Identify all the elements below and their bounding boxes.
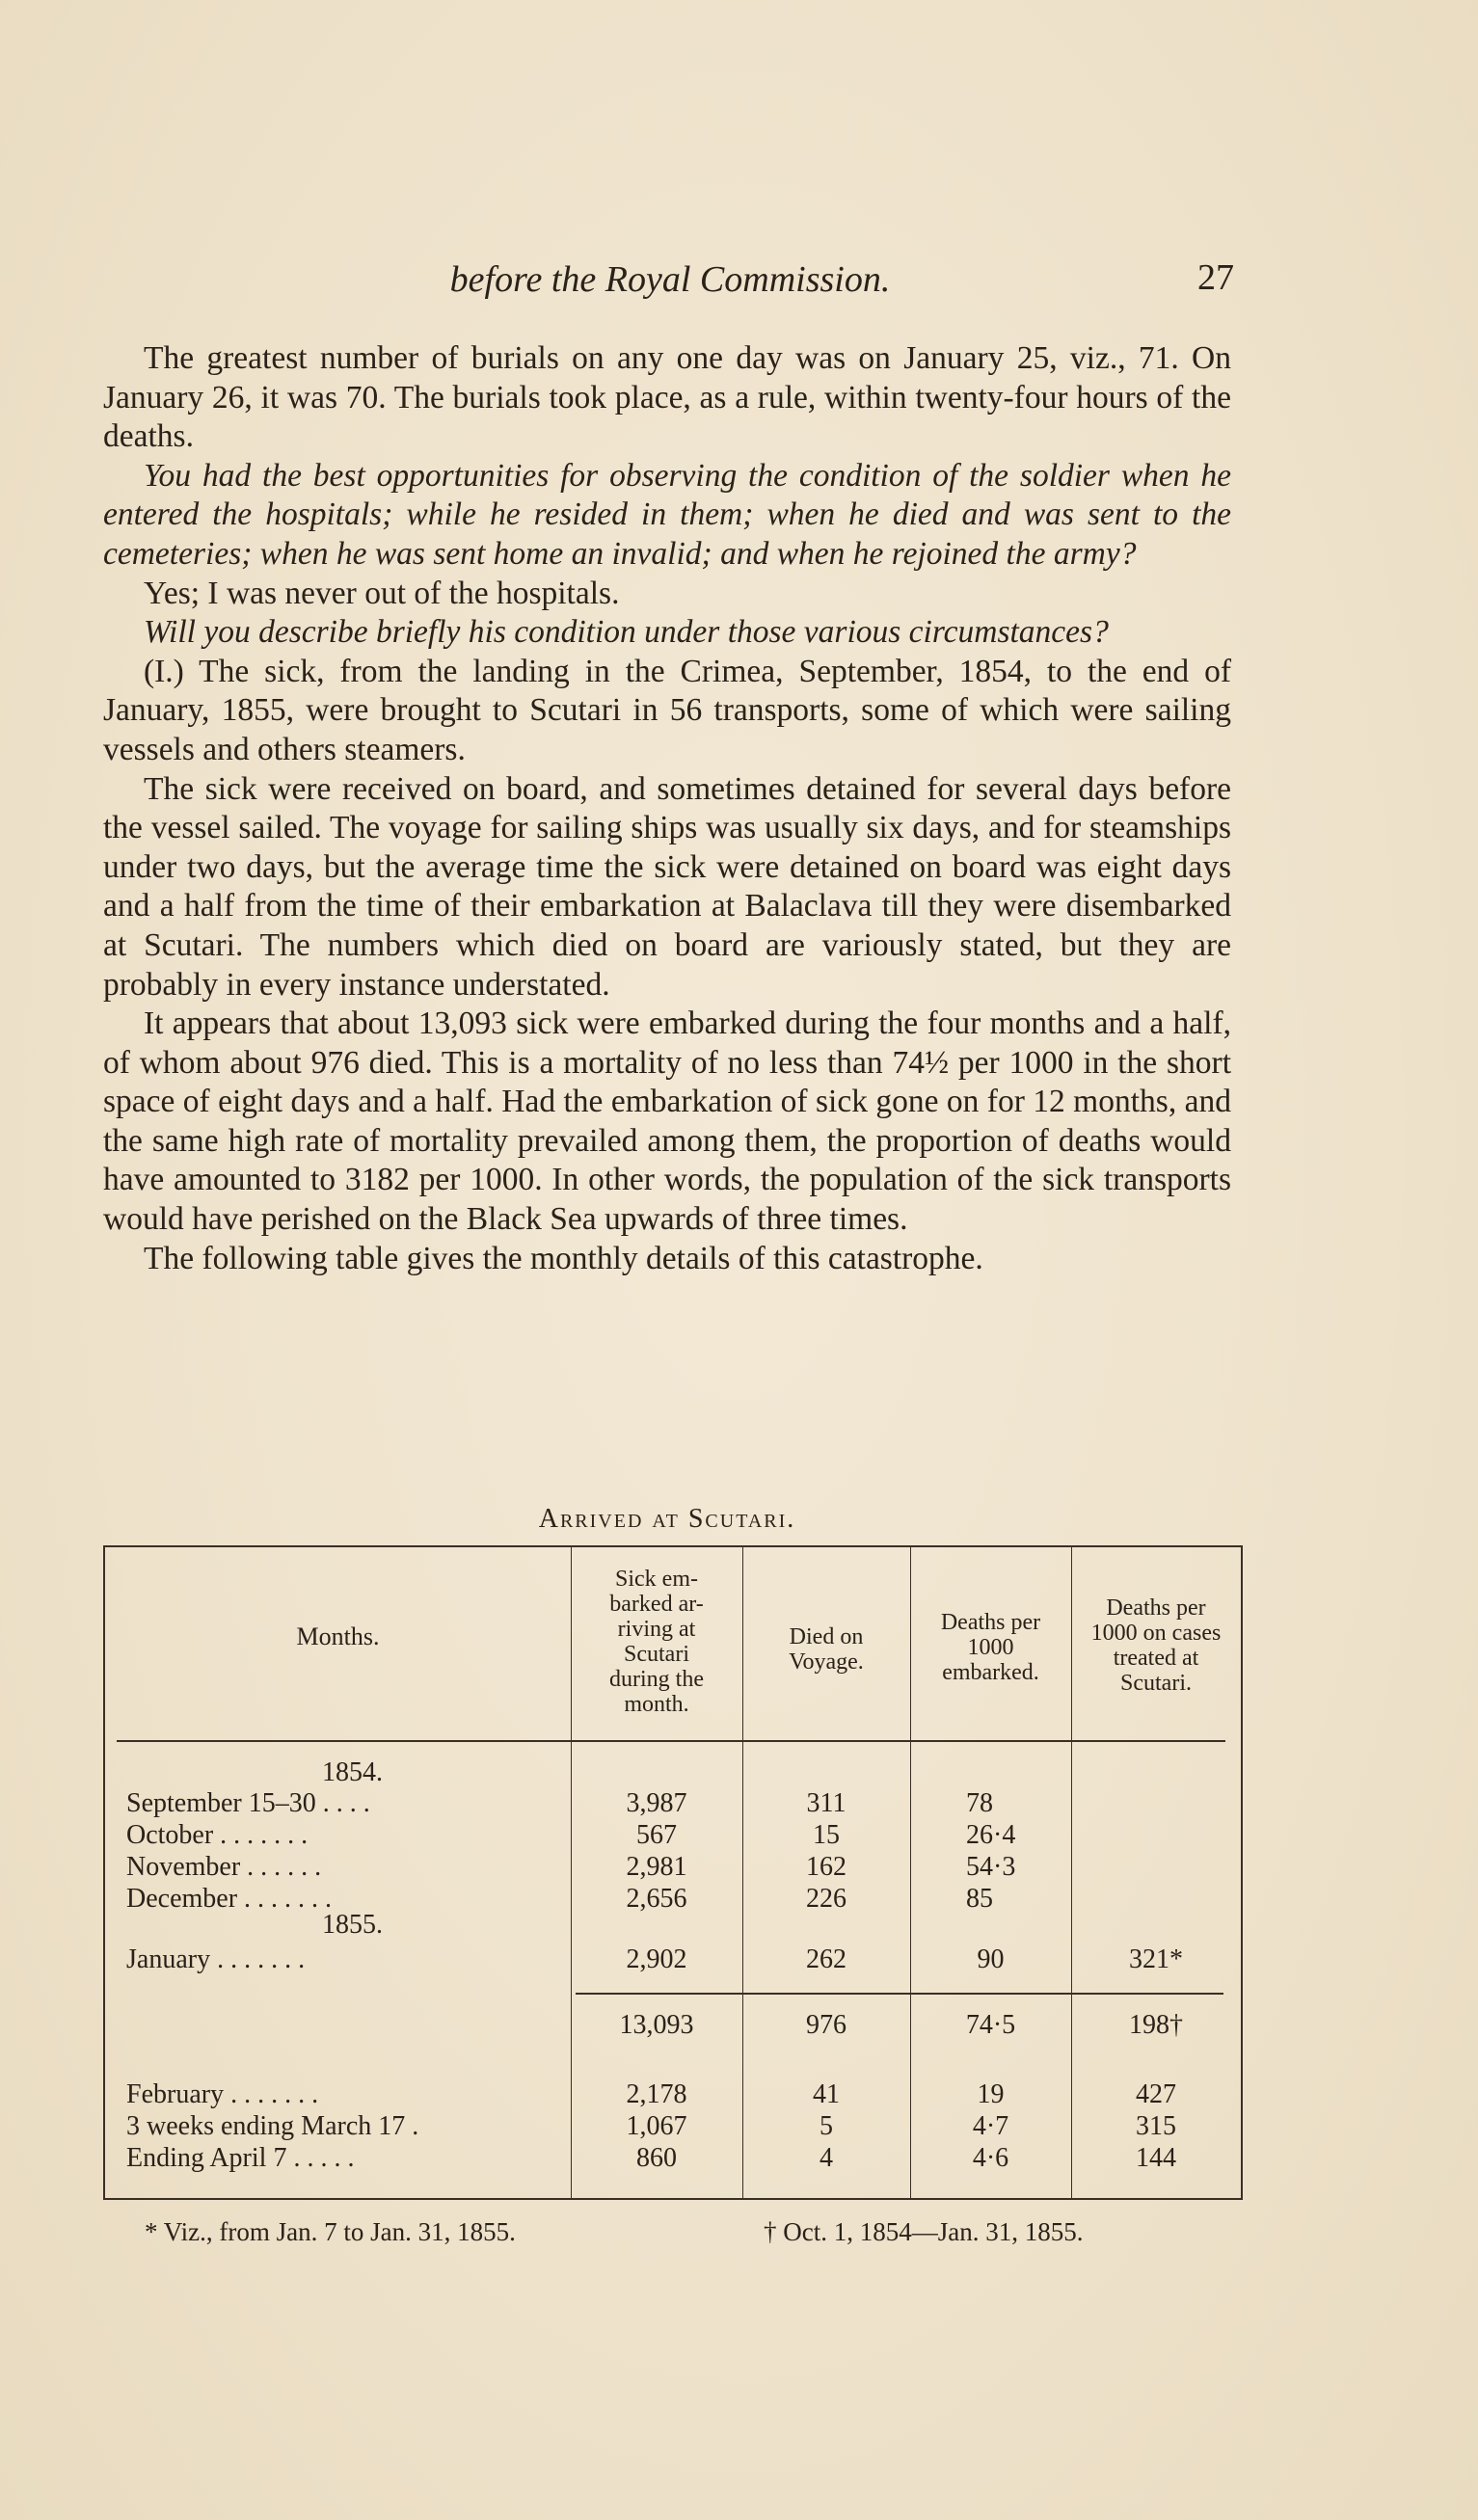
died-cell: 4 xyxy=(820,2143,833,2173)
statistics-table xyxy=(103,1545,1243,2200)
month-cell: February . . . . . . . xyxy=(126,2079,319,2109)
page-number: 27 xyxy=(1197,257,1234,298)
per-embarked-cell: 19 xyxy=(977,2079,1005,2109)
table-caption: Arrived at Scutari. xyxy=(538,1504,796,1534)
total-died-cell: 976 xyxy=(806,2010,846,2040)
header-sick-embarked: Sick em- barked ar- riving at Scutari during the month. xyxy=(609,1567,704,1717)
paragraph: The following table gives the monthly details of this catastrophe. xyxy=(144,1240,983,1276)
body-text xyxy=(103,339,1231,1278)
died-cell: 5 xyxy=(820,2111,833,2141)
died-cell: 41 xyxy=(813,2079,840,2109)
sick-cell: 860 xyxy=(636,2143,677,2173)
per-treated-cell: 144 xyxy=(1136,2143,1176,2173)
footnote-dagger: † Oct. 1, 1854—Jan. 31, 1855. xyxy=(764,2217,1084,2246)
died-cell: 162 xyxy=(806,1852,846,1882)
footnote-asterisk: * Viz., from Jan. 7 to Jan. 31, 1855. xyxy=(145,2217,516,2246)
sick-cell: 2,981 xyxy=(626,1852,687,1882)
per-embarked-cell: 4·6 xyxy=(972,2143,1009,2173)
paragraph: The greatest number of burials on any one day was on January 25, viz., 71. On January 26, it was 70. The burials took place, as a rule, within twenty-four hours of the deaths. xyxy=(103,340,1231,455)
paragraph: (I.) The sick, from the landing in the Crimea, September, 1854, to the end of January, 1855, were brought to Scutari in 56 transports, some of which were sailing vessels and others steamers. xyxy=(103,653,1231,767)
month-cell: January . . . . . . . xyxy=(126,1944,306,1974)
paragraph: It appears that about 13,093 sick were embarked during the four months and a half, of whom about 976 died. This is a mortality of no less than 74½ per 1000 in the short space of eight days and a half. Had the embarkation of sick gone on for 12 months, and the same high rate of mortality prevailed among them, the proportion of deaths would have amounted to 3182 per 1000. In other words, the population of the sick transports would have perished on the Black Sea upwards of three times. xyxy=(103,1005,1231,1238)
month-cell: December . . . . . . . xyxy=(126,1884,333,1914)
sick-cell: 2,656 xyxy=(626,1884,687,1914)
year-label-1854: 1854. xyxy=(322,1757,383,1787)
header-deaths-per-1000-embarked: Deaths per 1000 embarked. xyxy=(940,1610,1041,1685)
per-embarked-cell: 90 xyxy=(977,1944,1005,1974)
sick-cell: 567 xyxy=(636,1820,677,1850)
per-embarked-cell: 4·7 xyxy=(972,2111,1009,2141)
total-sick-cell: 13,093 xyxy=(619,2010,694,2040)
per-embarked-cell: 85 xyxy=(966,1884,993,1914)
paragraph: The sick were received on board, and sometimes detained for several days before the vessel sailed. The voyage for sailing ships was usually six days, and for steamships under two days, but the average time the sick were detained on board was eight days and a half from the time of their embarkation at Balaclava till they were disembarked at Scutari. The numbers which died on board are variously stated, but they are probably in every instance understated. xyxy=(103,770,1231,1003)
month-cell: 3 weeks ending March 17 . xyxy=(126,2111,419,2141)
running-title: before the Royal Commission. xyxy=(449,259,891,300)
per-treated-cell: 321* xyxy=(1129,1944,1183,1974)
sick-cell: 1,067 xyxy=(626,2111,687,2141)
per-embarked-cell: 26·4 xyxy=(966,1820,1016,1850)
total-per-embarked-cell: 74·5 xyxy=(965,2010,1016,2040)
died-cell: 226 xyxy=(806,1884,846,1914)
died-cell: 311 xyxy=(806,1788,846,1818)
total-rule xyxy=(576,1993,1223,1995)
per-treated-cell: 427 xyxy=(1136,2079,1176,2109)
died-cell: 262 xyxy=(806,1944,846,1974)
month-cell: November . . . . . . xyxy=(126,1852,322,1882)
month-cell: October . . . . . . . xyxy=(126,1820,309,1850)
year-label-1855: 1855. xyxy=(322,1910,383,1940)
sick-cell: 2,902 xyxy=(626,1944,687,1974)
month-cell: September 15–30 . . . . xyxy=(126,1788,370,1818)
question-paragraph: Will you describe briefly his condition under those various circumstances? xyxy=(144,614,1109,651)
header-died-on-voyage: Died on Voyage. xyxy=(789,1624,864,1675)
answer-paragraph: Yes; I was never out of the hospitals. xyxy=(144,575,620,611)
per-embarked-cell: 54·3 xyxy=(966,1852,1016,1882)
running-head xyxy=(106,253,1234,301)
sick-cell: 3,987 xyxy=(626,1788,687,1818)
header-deaths-per-1000-treated: Deaths per 1000 on cases treated at Scutari. xyxy=(1090,1595,1222,1696)
month-cell: Ending April 7 . . . . . xyxy=(126,2143,355,2173)
header-months: Months. xyxy=(296,1622,380,1650)
question-paragraph: You had the best opportunities for observing the condition of the soldier when he entered the hospitals; while he resided in them; when he died and was sent to the cemeteries; when he was sent home an invalid; and when he rejoined the army? xyxy=(103,457,1231,572)
total-per-treated-cell: 198† xyxy=(1129,2010,1183,2040)
sick-cell: 2,178 xyxy=(626,2079,687,2109)
per-embarked-cell: 78 xyxy=(966,1788,993,1818)
died-cell: 15 xyxy=(813,1820,840,1850)
per-treated-cell: 315 xyxy=(1136,2111,1176,2141)
header-rule xyxy=(117,1740,1225,1742)
